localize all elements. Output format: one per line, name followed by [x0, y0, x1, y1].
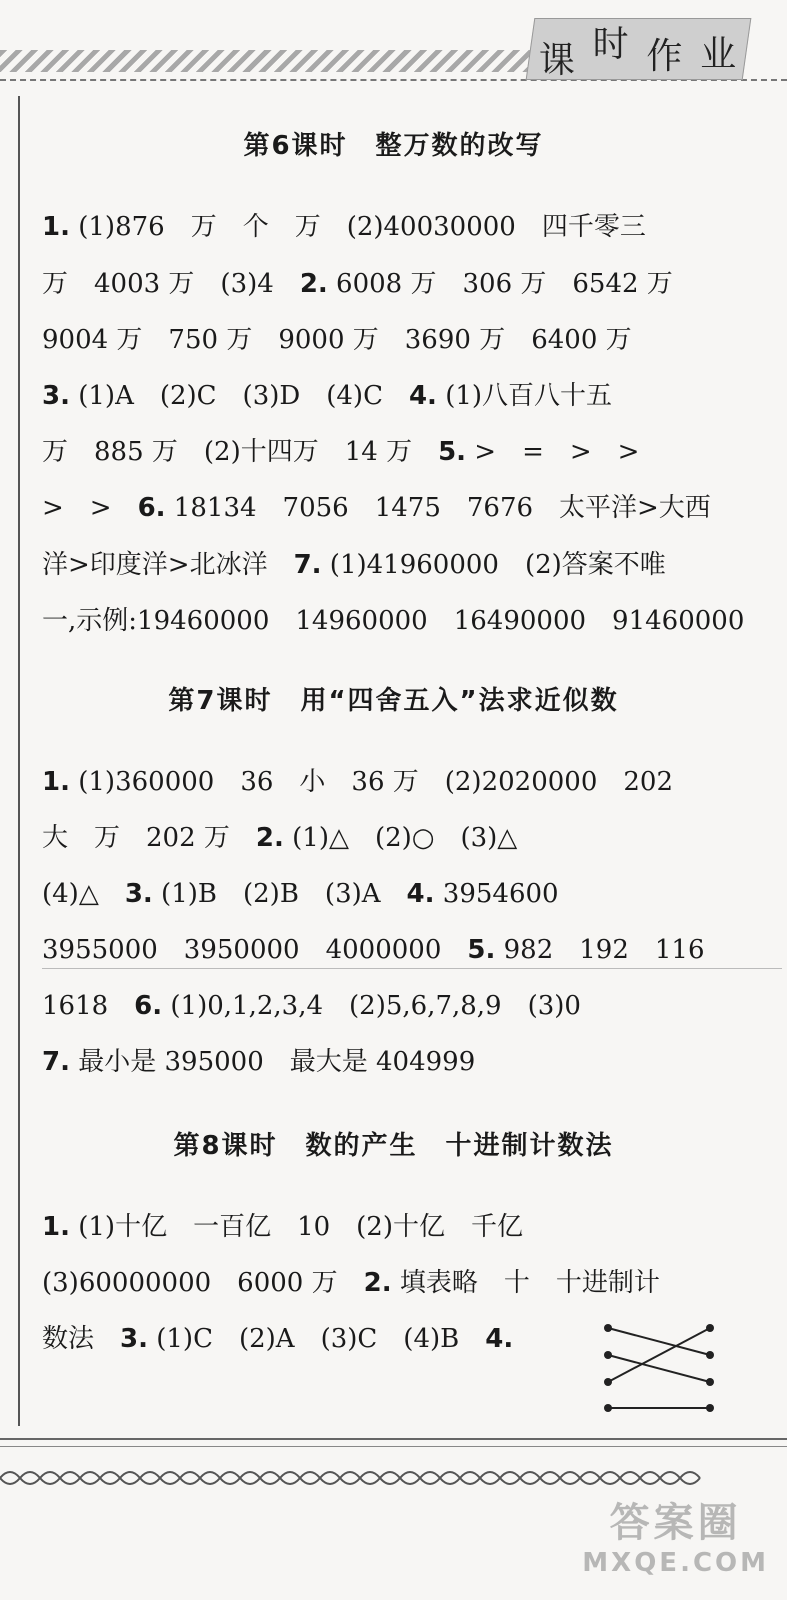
header-char: 课	[538, 39, 575, 81]
answer-text: 洋>印度洋>北冰洋	[42, 550, 294, 580]
question-number: 2.	[299, 269, 328, 299]
question-number: 5.	[467, 935, 496, 965]
site-watermark	[582, 1491, 769, 1578]
answer-text: 数法	[42, 1324, 121, 1354]
answer-text: > = > >	[466, 437, 640, 467]
match-line	[608, 1328, 710, 1355]
answer-line	[42, 1207, 523, 1247]
answer-line	[42, 874, 559, 914]
question-number: 1.	[42, 212, 70, 242]
answer-text: (1)B (2)B (3)A	[152, 879, 407, 909]
answer-line	[42, 432, 639, 472]
answer-text: 3955000 3950000 4000000	[42, 935, 468, 965]
answer-text: 最小是 395000 最大是 404999	[69, 1047, 476, 1077]
answer-line	[42, 376, 612, 416]
answer-text: 3954600	[434, 879, 559, 909]
answer-line	[42, 930, 705, 970]
answer-line	[42, 1319, 513, 1359]
answer-text: 1618	[42, 991, 135, 1021]
header-title	[530, 18, 745, 81]
header-char: 业	[700, 33, 737, 75]
question-number: 3.	[42, 381, 70, 411]
question-number: 7.	[42, 1047, 70, 1077]
answer-line	[42, 264, 673, 304]
section-title: 第7课时 用“四舍五入”法求近似数	[168, 686, 619, 716]
section-title: 第6课时 整万数的改写	[243, 131, 544, 161]
margin-rule	[18, 96, 20, 1426]
question-number: 4.	[408, 381, 437, 411]
matching-lines-figure	[600, 1318, 720, 1418]
match-line	[608, 1328, 710, 1382]
answer-line	[42, 986, 581, 1026]
answer-text: > >	[42, 493, 138, 523]
question-number: 3.	[124, 879, 153, 909]
scan-fold-line	[42, 968, 782, 969]
question-number: 6.	[134, 991, 163, 1021]
footer-rule	[0, 1438, 787, 1440]
answer-text: (1)41960000 (2)答案不唯	[321, 550, 666, 580]
answer-text: (1)876 万 个 万 (2)40030000 四千零三	[69, 212, 646, 242]
question-number: 4.	[485, 1324, 514, 1354]
answer-line	[42, 1263, 660, 1303]
answer-text: (4)△	[42, 879, 125, 909]
watermark-logo-text: 答案圈	[609, 1500, 742, 1546]
answer-line	[42, 601, 744, 641]
footer-rule-thin	[0, 1446, 787, 1447]
answer-text: 万 885 万 (2)十四万 14 万	[42, 437, 439, 467]
answer-line	[42, 207, 646, 247]
answer-text: (1)0,1,2,3,4 (2)5,6,7,8,9 (3)0	[162, 991, 581, 1021]
answer-line	[42, 762, 673, 802]
answer-text: 大 万 202 万	[42, 823, 256, 853]
question-number: 2.	[255, 823, 284, 853]
header-char: 时	[592, 23, 629, 65]
answer-line	[42, 1042, 475, 1082]
answer-text: 982 192 116	[495, 935, 705, 965]
answer-text: (1)C (2)A (3)C (4)B	[147, 1324, 486, 1354]
answer-text: (1)八百八十五	[436, 381, 613, 411]
question-number: 1.	[42, 767, 70, 797]
header-hatch-band	[0, 50, 535, 72]
section-title: 第8课时 数的产生 十进制计数法	[173, 1131, 614, 1161]
answer-text: (1)A (2)C (3)D (4)C	[69, 381, 409, 411]
question-number: 4.	[406, 879, 435, 909]
answer-text: (1)△ (2)○ (3)△	[283, 823, 518, 853]
answer-text: 9004 万 750 万 9000 万 3690 万 6400 万	[42, 325, 632, 355]
answer-line	[42, 488, 711, 528]
question-number: 3.	[120, 1324, 148, 1354]
answer-text: (1)十亿 一百亿 10 (2)十亿 千亿	[69, 1212, 523, 1242]
question-number: 1.	[42, 1212, 70, 1242]
question-number: 5.	[438, 437, 467, 467]
question-number: 7.	[293, 550, 322, 580]
header-char: 作	[646, 35, 683, 77]
answer-text: 一,示例:19460000 14960000 16490000 91460000	[42, 606, 745, 636]
question-number: 6.	[137, 493, 166, 523]
answer-line	[42, 818, 517, 858]
answer-text: (3)60000000 6000 万	[42, 1268, 364, 1298]
answer-line	[42, 545, 666, 585]
answer-text: 填表略 十 十进制计	[391, 1268, 660, 1298]
answer-text: (1)360000 36 小 36 万 (2)2020000 202	[69, 767, 673, 797]
question-number: 2.	[363, 1268, 392, 1298]
answer-text: 18134 7056 1475 7676 太平洋>大西	[165, 493, 711, 523]
answer-line	[42, 320, 632, 360]
answer-text: 6008 万 306 万 6542 万	[327, 269, 673, 299]
watermark-url: MXQE.COM	[582, 1548, 769, 1578]
answer-text: 万 4003 万 (3)4	[42, 269, 300, 299]
match-line	[608, 1355, 710, 1382]
